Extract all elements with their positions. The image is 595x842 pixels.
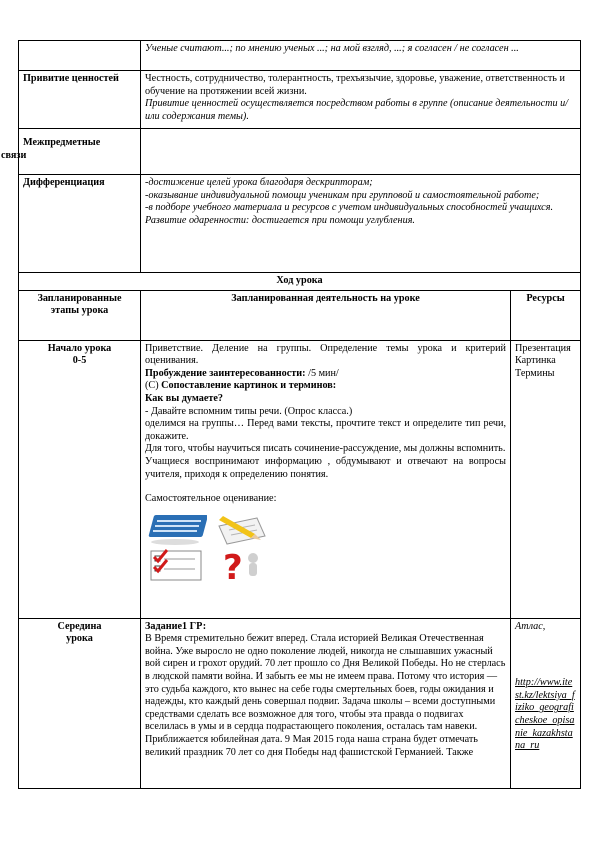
start-p4: Как вы думаете? [145, 392, 223, 404]
resource-link[interactable]: http://www.itest.kz/lektsiya_fiziko_geograficheskoe_opisanie_kazakhstana_ru [515, 677, 575, 752]
differentiation-label: Дифференциация [19, 175, 141, 273]
start-p6: оделимся на группы… Перед вами тексты, прочтите текст и определите тип речи, докажите. [145, 418, 506, 442]
cross-subject-row [19, 129, 581, 175]
header-row [19, 290, 581, 340]
start-p8: Учащиеся воспринимают информацию , обдумывают и отвечают на вопросы учителя, приходя к определению понятия. [145, 455, 506, 480]
resource-item: Картинка [515, 355, 556, 367]
start-p9: Самостоятельное оценивание: [145, 493, 277, 505]
resource-item: Термины [515, 367, 555, 379]
phrases-text: Ученые считают...; по мнению ученых ...; на мой взгляд, ...; я согласен / не согласен ... [141, 41, 581, 71]
differentiation-line: -достижение целей урока благодаря дескрипторам; [145, 177, 373, 188]
middle-row [19, 618, 581, 788]
start-p3-bold: Сопоставление картинок и терминов: [161, 380, 337, 392]
lesson-plan-page [1, 40, 580, 789]
middle-stage-2: урока [66, 633, 93, 645]
svg-text:?: ? [223, 547, 243, 582]
values-label: Привитие ценностей [19, 71, 141, 129]
start-stage: Начало урока [47, 342, 112, 354]
differentiation-row [19, 175, 581, 273]
lesson-title: Ход урока [19, 273, 581, 291]
lesson-plan-table [1, 40, 581, 789]
values-row [19, 71, 581, 129]
differentiation-line: -оказывание индивидуальной помощи ученикам при групповой и самостоятельной работе; [145, 189, 540, 201]
middle-text1: В Время стремительно бежит вперед. Стала историей Великая Отечественная война. Уже выросло не одно поколение людей, никогда не слышавших ужасный вой сирен и грохот орудий. 70 лет прошло со Дня Великой Победы. Но не стерлась в людской памяти война. И забыть ее мы не имеем права. Потому что история — это судьба каждого, кто вынес на себе годы смертельных боев, годы ожидания и надежды, кто каждый день совершал подвиг. Задача школы – всеми доступными средствами сделать все возможное для того, чтобы эта правда о подвигах вселилась в умы и в сердца подрастающего поколения, осталась там навеки. [145, 633, 506, 733]
header-stages: Запланированные этапы урока [19, 290, 141, 340]
start-p3-plain: (С) [145, 380, 162, 392]
resource-item: Презентация [515, 342, 571, 354]
pencil-paper-icon [209, 512, 271, 546]
start-row [19, 340, 581, 618]
start-time: 0-5 [72, 355, 87, 367]
start-p1: Приветствие. Деление на группы. Определение темы урока и критерий оценивания. [145, 342, 506, 367]
differentiation-line: Развитие одаренности: достигается при помощи углубления. [145, 214, 415, 226]
values-note: Привитие ценностей осуществляется посредством работы в группе (описание деятельности и/или содержания темы). [145, 98, 569, 122]
start-p7: Для того, чтобы научиться писать сочинение-рассуждение, мы должны вспомнить. [145, 443, 506, 455]
cross-subject-label: Межпредметные [23, 137, 101, 148]
differentiation-line: -в подборе учебного материала и ресурсов с учетом индивидуальных способностей учащихся. [145, 202, 553, 214]
resource-atlas: Атлас, [515, 620, 546, 632]
middle-stage: Середина [57, 620, 102, 632]
assessment-images [145, 512, 506, 582]
start-p5: - Давайте вспомним типы речи. (Опрос класса.) [145, 405, 353, 417]
phrases-row [19, 41, 581, 71]
middle-task: Задание1 ГР: [145, 620, 207, 632]
start-p2-bold: Пробуждение заинтересованности: [145, 367, 306, 379]
header-activity: Запланированная деятельность на уроке [141, 290, 511, 340]
start-p2-rest: /5 мин/ [305, 367, 339, 379]
cross-subject-label-2: связи [1, 149, 27, 161]
keyboard-icon [145, 512, 207, 546]
header-resources: Ресурсы [511, 290, 581, 340]
checklist-icon [145, 548, 207, 582]
middle-text2: Приближается юбилейная дата. 9 Мая 2015 года наша страна будет отмечать великий праздник 70 лет со дня Победы над фашистской Германией. Также [145, 733, 478, 758]
values-text: Честность, сотрудничество, толерантность, трехъязычие, здоровье, уважение, ответственность и обучение на протяжении всей жизни. [145, 73, 565, 97]
lesson-title-row [19, 273, 581, 291]
question-mark-icon [209, 548, 271, 582]
